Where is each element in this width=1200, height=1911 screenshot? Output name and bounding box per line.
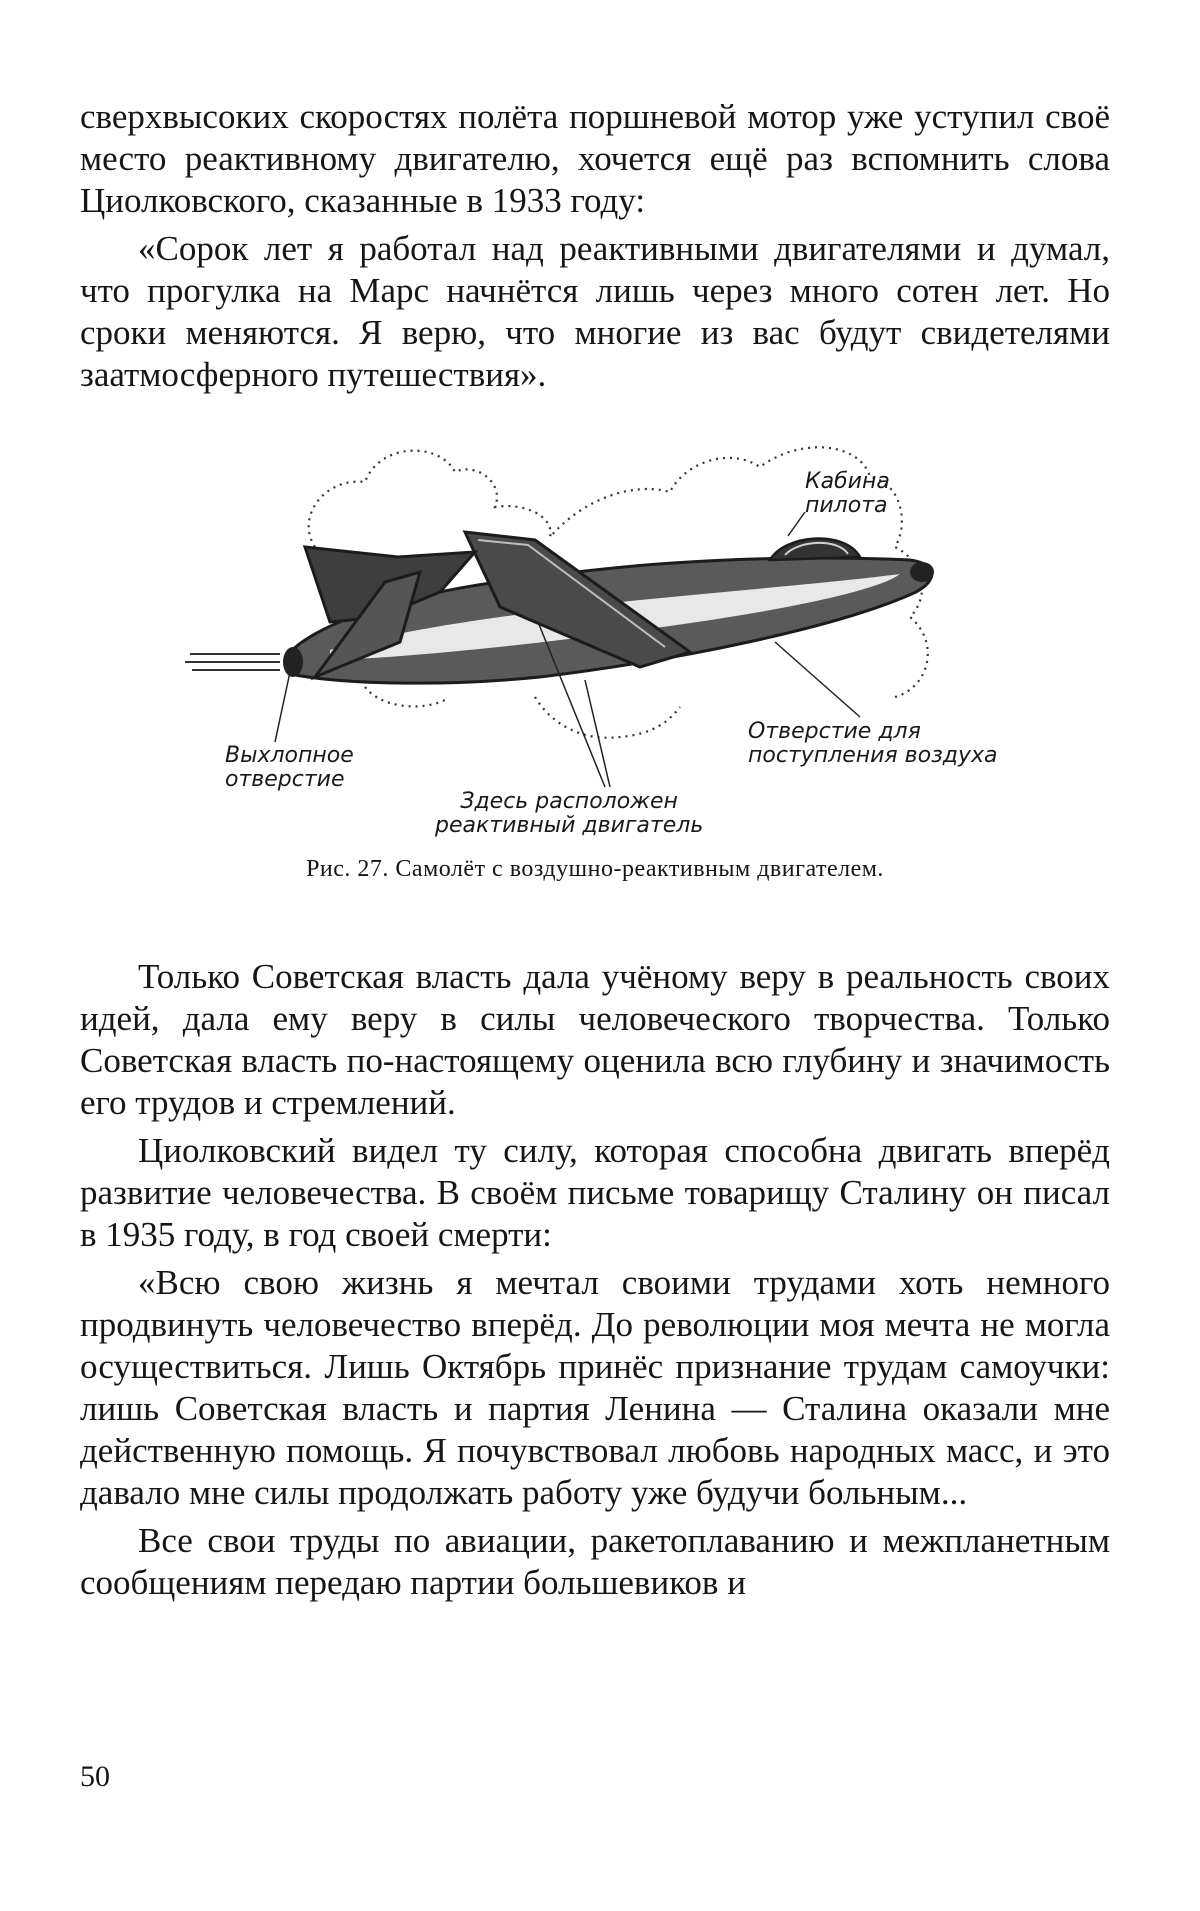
quote-paragraph: «Сорок лет я работал над реактивными двигателями и думал, что прогулка на Марс начнётся лишь через много сотен лет. Но сроки меняются. Я верю, что многие из вас будут свидетелями заатмосферного путешествия».	[80, 229, 1110, 394]
book-page	[80, 96, 1110, 1604]
paragraph: Циолковский видел ту силу, которая способна двигать вперёд развитие человечества. В своём письме товарищу Сталину он писал в 1935 году, в год своей смерти:	[80, 1131, 1110, 1254]
exhaust-label: Выхлопное отверстие	[225, 743, 354, 792]
jet-aircraft-figure	[80, 422, 1110, 842]
paragraph: сверхвысоких скоростях полёта поршневой мотор уже уступил своё место реактивному двигателю, хочется ещё раз вспомнить слова Циолковского, сказанные в 1933 году:	[80, 97, 1110, 220]
page-number: 50	[80, 1760, 110, 1793]
quote-paragraph: Все свои труды по авиации, ракетоплаванию и межпланетным сообщениям передаю партии большевиков и	[80, 1521, 1110, 1602]
air-intake-label: Отверстие для поступления воздуха	[748, 719, 998, 768]
quote-paragraph: «Всю свою жизнь я мечтал своими трудами хоть немного продвинуть человечество вперёд. До революции моя мечта не могла осуществиться. Лишь Октябрь принёс признание трудам самоучки: лишь Советская власть и партия Ленина — Сталина оказали мне действенную помощь. Я почувствовал любовь народных масс, и это давало мне силы продолжать работу уже будучи больным...	[80, 1263, 1110, 1512]
cockpit-label: Кабина пилота	[805, 469, 890, 518]
figure-caption: Рис. 27. Самолёт с воздушно-реактивным двигателем.	[306, 856, 884, 882]
paragraph: Только Советская власть дала учёному веру в реальность своих идей, дала ему веру в силы человеческого творчества. Только Советская власть по-настоящему оценила всю глубину и значимость его трудов и стремлений.	[80, 957, 1110, 1122]
engine-label: Здесь расположен реактивный двигатель	[435, 789, 704, 838]
